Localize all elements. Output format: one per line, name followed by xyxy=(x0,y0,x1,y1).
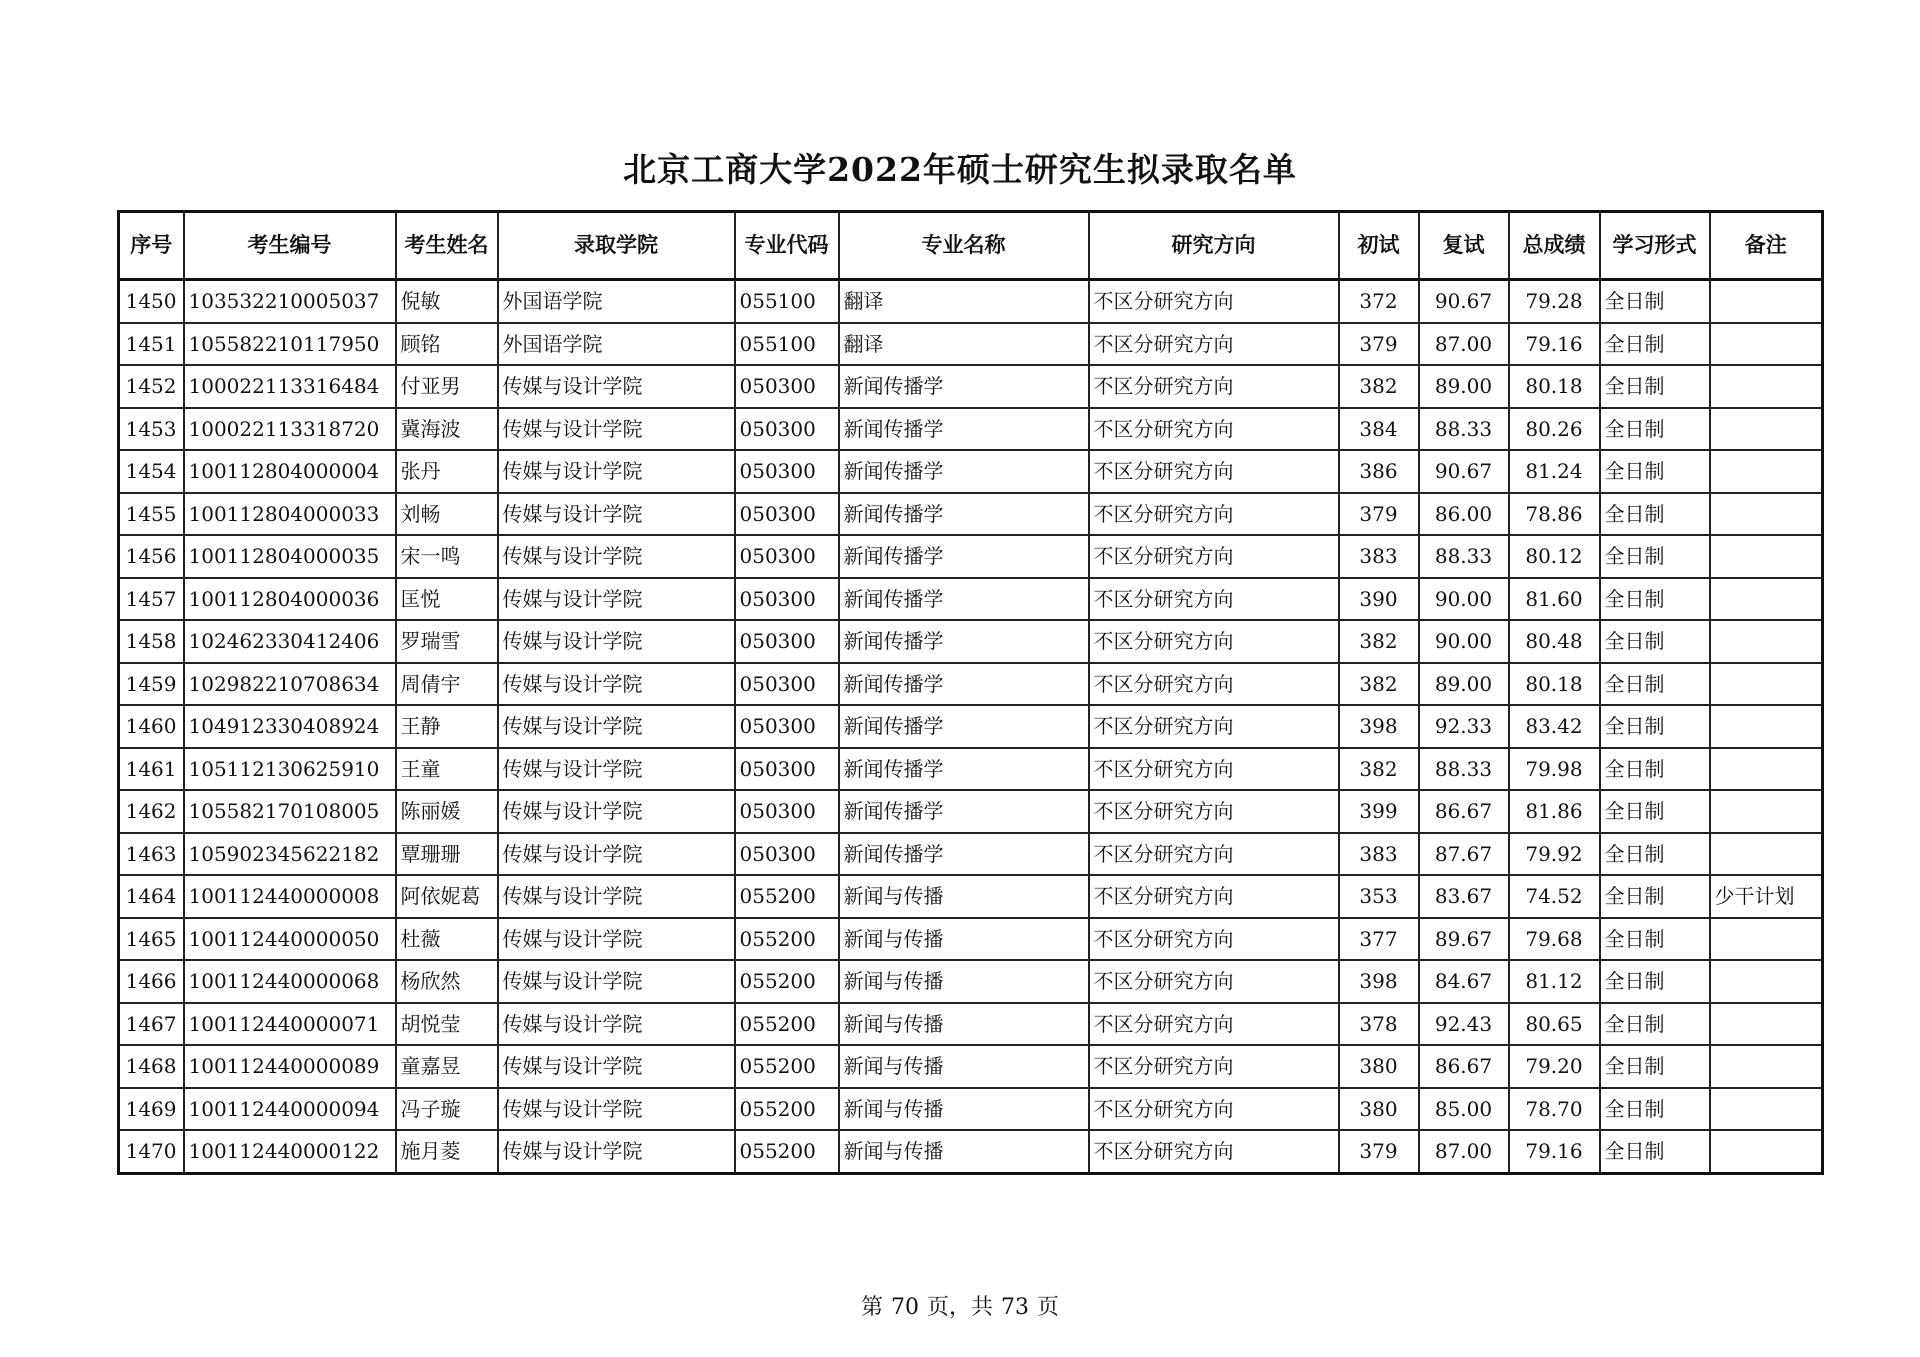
cell-retest: 90.67 xyxy=(1419,280,1509,323)
cell-prelim: 398 xyxy=(1339,705,1419,748)
cell-direction: 不区分研究方向 xyxy=(1089,365,1339,408)
cell-direction: 不区分研究方向 xyxy=(1089,578,1339,621)
col-header-name: 考生姓名 xyxy=(396,212,498,280)
col-header-direction: 研究方向 xyxy=(1089,212,1339,280)
cell-major: 新闻传播学 xyxy=(839,705,1089,748)
cell-code: 050300 xyxy=(735,450,839,493)
cell-code: 055200 xyxy=(735,918,839,961)
cell-name: 宋一鸣 xyxy=(396,535,498,578)
cell-retest: 87.00 xyxy=(1419,323,1509,366)
cell-direction: 不区分研究方向 xyxy=(1089,663,1339,706)
table-body xyxy=(119,280,1823,1174)
cell-code: 050300 xyxy=(735,535,839,578)
cell-college: 传媒与设计学院 xyxy=(498,790,735,833)
cell-note xyxy=(1710,918,1823,961)
cell-name: 胡悦莹 xyxy=(396,1003,498,1046)
cell-retest: 89.00 xyxy=(1419,365,1509,408)
cell-mode: 全日制 xyxy=(1600,578,1710,621)
table-row xyxy=(119,833,1823,876)
col-header-college: 录取学院 xyxy=(498,212,735,280)
cell-mode: 全日制 xyxy=(1600,1130,1710,1173)
cell-id: 100112440000122 xyxy=(184,1130,396,1173)
cell-seq: 1450 xyxy=(119,280,184,323)
cell-total: 81.86 xyxy=(1509,790,1600,833)
cell-note: 少干计划 xyxy=(1710,875,1823,918)
cell-prelim: 380 xyxy=(1339,1045,1419,1088)
cell-total: 78.70 xyxy=(1509,1088,1600,1131)
cell-code: 050300 xyxy=(735,493,839,536)
cell-direction: 不区分研究方向 xyxy=(1089,323,1339,366)
cell-mode: 全日制 xyxy=(1600,1003,1710,1046)
cell-major: 新闻传播学 xyxy=(839,365,1089,408)
cell-note xyxy=(1710,1045,1823,1088)
footer-suffix: 页 xyxy=(1037,1295,1060,1320)
cell-id: 100112440000071 xyxy=(184,1003,396,1046)
cell-name: 顾铭 xyxy=(396,323,498,366)
cell-note xyxy=(1710,535,1823,578)
cell-mode: 全日制 xyxy=(1600,790,1710,833)
cell-code: 050300 xyxy=(735,408,839,451)
cell-mode: 全日制 xyxy=(1600,1088,1710,1131)
cell-name: 付亚男 xyxy=(396,365,498,408)
cell-college: 传媒与设计学院 xyxy=(498,918,735,961)
cell-id: 105582170108005 xyxy=(184,790,396,833)
cell-major: 新闻与传播 xyxy=(839,875,1089,918)
cell-prelim: 378 xyxy=(1339,1003,1419,1046)
cell-mode: 全日制 xyxy=(1600,748,1710,791)
cell-retest: 90.67 xyxy=(1419,450,1509,493)
cell-prelim: 390 xyxy=(1339,578,1419,621)
cell-college: 传媒与设计学院 xyxy=(498,833,735,876)
cell-total: 80.48 xyxy=(1509,620,1600,663)
table-row xyxy=(119,323,1823,366)
cell-total: 79.92 xyxy=(1509,833,1600,876)
cell-retest: 87.67 xyxy=(1419,833,1509,876)
cell-seq: 1454 xyxy=(119,450,184,493)
cell-college: 传媒与设计学院 xyxy=(498,1003,735,1046)
cell-code: 050300 xyxy=(735,833,839,876)
cell-retest: 87.00 xyxy=(1419,1130,1509,1173)
cell-retest: 84.67 xyxy=(1419,960,1509,1003)
cell-code: 055200 xyxy=(735,875,839,918)
cell-mode: 全日制 xyxy=(1600,1045,1710,1088)
footer-current-page: 70 xyxy=(890,1295,919,1320)
cell-college: 传媒与设计学院 xyxy=(498,663,735,706)
cell-code: 050300 xyxy=(735,790,839,833)
cell-major: 新闻传播学 xyxy=(839,833,1089,876)
cell-college: 传媒与设计学院 xyxy=(498,365,735,408)
cell-direction: 不区分研究方向 xyxy=(1089,748,1339,791)
cell-prelim: 379 xyxy=(1339,323,1419,366)
cell-major: 新闻传播学 xyxy=(839,493,1089,536)
col-header-seq: 序号 xyxy=(119,212,184,280)
cell-seq: 1459 xyxy=(119,663,184,706)
cell-id: 100112804000004 xyxy=(184,450,396,493)
cell-seq: 1457 xyxy=(119,578,184,621)
cell-note xyxy=(1710,408,1823,451)
cell-note xyxy=(1710,365,1823,408)
table-row xyxy=(119,705,1823,748)
cell-prelim: 382 xyxy=(1339,748,1419,791)
cell-seq: 1458 xyxy=(119,620,184,663)
cell-mode: 全日制 xyxy=(1600,705,1710,748)
cell-direction: 不区分研究方向 xyxy=(1089,450,1339,493)
cell-retest: 86.67 xyxy=(1419,1045,1509,1088)
cell-retest: 89.67 xyxy=(1419,918,1509,961)
cell-name: 张丹 xyxy=(396,450,498,493)
cell-major: 新闻传播学 xyxy=(839,450,1089,493)
footer-prefix: 第 xyxy=(860,1295,883,1320)
cell-code: 050300 xyxy=(735,578,839,621)
cell-id: 102462330412406 xyxy=(184,620,396,663)
cell-major: 新闻与传播 xyxy=(839,918,1089,961)
cell-name: 覃珊珊 xyxy=(396,833,498,876)
footer-middle: 页，共 xyxy=(926,1295,993,1320)
cell-total: 80.12 xyxy=(1509,535,1600,578)
cell-major: 新闻传播学 xyxy=(839,408,1089,451)
cell-prelim: 386 xyxy=(1339,450,1419,493)
cell-mode: 全日制 xyxy=(1600,365,1710,408)
cell-college: 传媒与设计学院 xyxy=(498,578,735,621)
cell-name: 施月菱 xyxy=(396,1130,498,1173)
cell-college: 传媒与设计学院 xyxy=(498,705,735,748)
cell-major: 新闻传播学 xyxy=(839,578,1089,621)
page-title: 北京工商大学2022年硕士研究生拟录取名单 xyxy=(623,150,1297,189)
cell-retest: 85.00 xyxy=(1419,1088,1509,1131)
cell-prelim: 380 xyxy=(1339,1088,1419,1131)
cell-mode: 全日制 xyxy=(1600,535,1710,578)
cell-id: 105112130625910 xyxy=(184,748,396,791)
cell-total: 80.18 xyxy=(1509,663,1600,706)
table-row xyxy=(119,450,1823,493)
cell-college: 传媒与设计学院 xyxy=(498,960,735,1003)
cell-prelim: 382 xyxy=(1339,620,1419,663)
cell-prelim: 379 xyxy=(1339,493,1419,536)
cell-prelim: 379 xyxy=(1339,1130,1419,1173)
cell-retest: 83.67 xyxy=(1419,875,1509,918)
table-row xyxy=(119,365,1823,408)
cell-name: 阿依妮葛 xyxy=(396,875,498,918)
cell-direction: 不区分研究方向 xyxy=(1089,408,1339,451)
cell-seq: 1460 xyxy=(119,705,184,748)
cell-name: 罗瑞雪 xyxy=(396,620,498,663)
cell-note xyxy=(1710,790,1823,833)
cell-total: 79.98 xyxy=(1509,748,1600,791)
cell-total: 79.16 xyxy=(1509,323,1600,366)
cell-id: 100112440000094 xyxy=(184,1088,396,1131)
cell-college: 外国语学院 xyxy=(498,280,735,323)
cell-seq: 1453 xyxy=(119,408,184,451)
cell-prelim: 382 xyxy=(1339,365,1419,408)
cell-college: 传媒与设计学院 xyxy=(498,408,735,451)
cell-seq: 1462 xyxy=(119,790,184,833)
cell-college: 传媒与设计学院 xyxy=(498,748,735,791)
cell-major: 翻译 xyxy=(839,323,1089,366)
cell-college: 传媒与设计学院 xyxy=(498,1130,735,1173)
page-footer xyxy=(0,1290,1920,1321)
cell-id: 105582210117950 xyxy=(184,323,396,366)
cell-total: 80.65 xyxy=(1509,1003,1600,1046)
cell-prelim: 377 xyxy=(1339,918,1419,961)
cell-direction: 不区分研究方向 xyxy=(1089,493,1339,536)
table-row xyxy=(119,748,1823,791)
cell-retest: 88.33 xyxy=(1419,748,1509,791)
cell-prelim: 382 xyxy=(1339,663,1419,706)
cell-mode: 全日制 xyxy=(1600,833,1710,876)
cell-seq: 1466 xyxy=(119,960,184,1003)
cell-retest: 92.33 xyxy=(1419,705,1509,748)
cell-note xyxy=(1710,833,1823,876)
table-row xyxy=(119,280,1823,323)
cell-major: 新闻传播学 xyxy=(839,620,1089,663)
table-row xyxy=(119,875,1823,918)
cell-name: 刘畅 xyxy=(396,493,498,536)
cell-note xyxy=(1710,1088,1823,1131)
cell-prelim: 398 xyxy=(1339,960,1419,1003)
col-header-code: 专业代码 xyxy=(735,212,839,280)
cell-note xyxy=(1710,1003,1823,1046)
cell-retest: 92.43 xyxy=(1419,1003,1509,1046)
cell-total: 83.42 xyxy=(1509,705,1600,748)
cell-code: 050300 xyxy=(735,705,839,748)
cell-seq: 1469 xyxy=(119,1088,184,1131)
cell-total: 81.12 xyxy=(1509,960,1600,1003)
cell-id: 100022113316484 xyxy=(184,365,396,408)
table-row xyxy=(119,1130,1823,1173)
cell-note xyxy=(1710,705,1823,748)
cell-college: 传媒与设计学院 xyxy=(498,620,735,663)
cell-major: 新闻传播学 xyxy=(839,748,1089,791)
cell-id: 104912330408924 xyxy=(184,705,396,748)
table-row xyxy=(119,493,1823,536)
cell-id: 105902345622182 xyxy=(184,833,396,876)
cell-mode: 全日制 xyxy=(1600,280,1710,323)
cell-major: 新闻与传播 xyxy=(839,960,1089,1003)
cell-code: 050300 xyxy=(735,620,839,663)
cell-mode: 全日制 xyxy=(1600,620,1710,663)
cell-name: 周倩宇 xyxy=(396,663,498,706)
cell-id: 103532210005037 xyxy=(184,280,396,323)
table-row xyxy=(119,408,1823,451)
cell-seq: 1452 xyxy=(119,365,184,408)
cell-name: 匡悦 xyxy=(396,578,498,621)
cell-total: 79.28 xyxy=(1509,280,1600,323)
cell-mode: 全日制 xyxy=(1600,663,1710,706)
cell-direction: 不区分研究方向 xyxy=(1089,875,1339,918)
cell-prelim: 399 xyxy=(1339,790,1419,833)
cell-note xyxy=(1710,748,1823,791)
cell-direction: 不区分研究方向 xyxy=(1089,1088,1339,1131)
cell-name: 冯子璇 xyxy=(396,1088,498,1131)
cell-retest: 89.00 xyxy=(1419,663,1509,706)
cell-college: 传媒与设计学院 xyxy=(498,535,735,578)
cell-code: 055200 xyxy=(735,1088,839,1131)
cell-code: 050300 xyxy=(735,748,839,791)
cell-code: 050300 xyxy=(735,365,839,408)
cell-note xyxy=(1710,323,1823,366)
cell-total: 79.68 xyxy=(1509,918,1600,961)
cell-seq: 1461 xyxy=(119,748,184,791)
cell-id: 100112440000008 xyxy=(184,875,396,918)
cell-prelim: 372 xyxy=(1339,280,1419,323)
col-header-mode: 学习形式 xyxy=(1600,212,1710,280)
table-row xyxy=(119,790,1823,833)
table-row xyxy=(119,535,1823,578)
cell-seq: 1467 xyxy=(119,1003,184,1046)
cell-mode: 全日制 xyxy=(1600,450,1710,493)
cell-seq: 1451 xyxy=(119,323,184,366)
cell-direction: 不区分研究方向 xyxy=(1089,1003,1339,1046)
cell-total: 81.24 xyxy=(1509,450,1600,493)
cell-mode: 全日制 xyxy=(1600,408,1710,451)
cell-major: 翻译 xyxy=(839,280,1089,323)
cell-name: 杜薇 xyxy=(396,918,498,961)
table-row xyxy=(119,1003,1823,1046)
table-row xyxy=(119,620,1823,663)
cell-major: 新闻与传播 xyxy=(839,1130,1089,1173)
col-header-prelim: 初试 xyxy=(1339,212,1419,280)
col-header-note: 备注 xyxy=(1710,212,1823,280)
cell-prelim: 383 xyxy=(1339,833,1419,876)
cell-code: 055200 xyxy=(735,960,839,1003)
cell-retest: 90.00 xyxy=(1419,578,1509,621)
col-header-retest: 复试 xyxy=(1419,212,1509,280)
cell-major: 新闻与传播 xyxy=(839,1045,1089,1088)
cell-name: 冀海波 xyxy=(396,408,498,451)
cell-code: 055100 xyxy=(735,280,839,323)
cell-direction: 不区分研究方向 xyxy=(1089,790,1339,833)
table-row xyxy=(119,1045,1823,1088)
cell-prelim: 353 xyxy=(1339,875,1419,918)
col-header-major: 专业名称 xyxy=(839,212,1089,280)
table-header-row xyxy=(119,212,1823,280)
cell-total: 79.16 xyxy=(1509,1130,1600,1173)
cell-retest: 88.33 xyxy=(1419,408,1509,451)
cell-prelim: 383 xyxy=(1339,535,1419,578)
table-row xyxy=(119,578,1823,621)
cell-major: 新闻传播学 xyxy=(839,535,1089,578)
table-row xyxy=(119,1088,1823,1131)
cell-seq: 1463 xyxy=(119,833,184,876)
cell-total: 80.26 xyxy=(1509,408,1600,451)
cell-mode: 全日制 xyxy=(1600,875,1710,918)
cell-retest: 90.00 xyxy=(1419,620,1509,663)
cell-college: 传媒与设计学院 xyxy=(498,875,735,918)
cell-retest: 86.67 xyxy=(1419,790,1509,833)
cell-code: 055100 xyxy=(735,323,839,366)
cell-direction: 不区分研究方向 xyxy=(1089,918,1339,961)
cell-major: 新闻与传播 xyxy=(839,1003,1089,1046)
cell-direction: 不区分研究方向 xyxy=(1089,705,1339,748)
footer-total-pages: 73 xyxy=(1001,1295,1029,1320)
cell-major: 新闻传播学 xyxy=(839,790,1089,833)
cell-major: 新闻与传播 xyxy=(839,1088,1089,1131)
cell-prelim: 384 xyxy=(1339,408,1419,451)
cell-direction: 不区分研究方向 xyxy=(1089,1045,1339,1088)
cell-note xyxy=(1710,960,1823,1003)
cell-total: 81.60 xyxy=(1509,578,1600,621)
cell-code: 055200 xyxy=(735,1045,839,1088)
cell-id: 100112804000033 xyxy=(184,493,396,536)
table-row xyxy=(119,960,1823,1003)
cell-note xyxy=(1710,280,1823,323)
cell-code: 055200 xyxy=(735,1130,839,1173)
cell-direction: 不区分研究方向 xyxy=(1089,833,1339,876)
cell-college: 传媒与设计学院 xyxy=(498,493,735,536)
cell-code: 050300 xyxy=(735,663,839,706)
cell-note xyxy=(1710,450,1823,493)
cell-name: 王静 xyxy=(396,705,498,748)
cell-id: 100112440000050 xyxy=(184,918,396,961)
cell-retest: 86.00 xyxy=(1419,493,1509,536)
cell-note xyxy=(1710,620,1823,663)
cell-id: 102982210708634 xyxy=(184,663,396,706)
cell-direction: 不区分研究方向 xyxy=(1089,535,1339,578)
cell-note xyxy=(1710,1130,1823,1173)
cell-id: 100112440000068 xyxy=(184,960,396,1003)
cell-note xyxy=(1710,663,1823,706)
cell-seq: 1465 xyxy=(119,918,184,961)
cell-mode: 全日制 xyxy=(1600,918,1710,961)
cell-college: 传媒与设计学院 xyxy=(498,1088,735,1131)
cell-total: 79.20 xyxy=(1509,1045,1600,1088)
col-header-total: 总成绩 xyxy=(1509,212,1600,280)
cell-mode: 全日制 xyxy=(1600,493,1710,536)
admission-table xyxy=(117,210,1824,1175)
cell-direction: 不区分研究方向 xyxy=(1089,280,1339,323)
col-header-id: 考生编号 xyxy=(184,212,396,280)
cell-total: 80.18 xyxy=(1509,365,1600,408)
cell-seq: 1470 xyxy=(119,1130,184,1173)
cell-college: 传媒与设计学院 xyxy=(498,1045,735,1088)
cell-total: 78.86 xyxy=(1509,493,1600,536)
cell-college: 外国语学院 xyxy=(498,323,735,366)
cell-id: 100112804000035 xyxy=(184,535,396,578)
cell-mode: 全日制 xyxy=(1600,960,1710,1003)
cell-name: 杨欣然 xyxy=(396,960,498,1003)
cell-total: 74.52 xyxy=(1509,875,1600,918)
cell-direction: 不区分研究方向 xyxy=(1089,1130,1339,1173)
cell-note xyxy=(1710,578,1823,621)
cell-code: 055200 xyxy=(735,1003,839,1046)
cell-major: 新闻传播学 xyxy=(839,663,1089,706)
cell-seq: 1468 xyxy=(119,1045,184,1088)
cell-retest: 88.33 xyxy=(1419,535,1509,578)
cell-seq: 1455 xyxy=(119,493,184,536)
cell-seq: 1464 xyxy=(119,875,184,918)
cell-id: 100112804000036 xyxy=(184,578,396,621)
cell-note xyxy=(1710,493,1823,536)
cell-mode: 全日制 xyxy=(1600,323,1710,366)
cell-name: 童嘉昱 xyxy=(396,1045,498,1088)
cell-id: 100112440000089 xyxy=(184,1045,396,1088)
cell-direction: 不区分研究方向 xyxy=(1089,620,1339,663)
cell-name: 陈丽媛 xyxy=(396,790,498,833)
table-row xyxy=(119,918,1823,961)
cell-name: 倪敏 xyxy=(396,280,498,323)
cell-direction: 不区分研究方向 xyxy=(1089,960,1339,1003)
cell-id: 100022113318720 xyxy=(184,408,396,451)
cell-name: 王童 xyxy=(396,748,498,791)
cell-seq: 1456 xyxy=(119,535,184,578)
table-row xyxy=(119,663,1823,706)
cell-college: 传媒与设计学院 xyxy=(498,450,735,493)
